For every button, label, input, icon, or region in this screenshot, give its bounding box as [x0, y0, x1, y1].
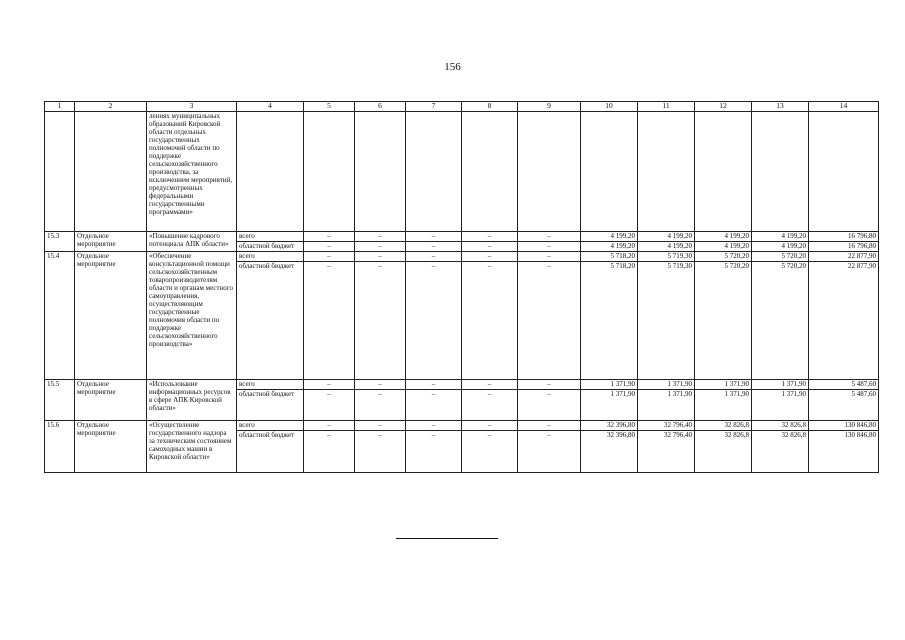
- total-label: всего: [237, 380, 304, 390]
- page-number: 156: [444, 61, 461, 73]
- column-header: 5: [304, 102, 355, 112]
- table-row: 15.5 Отдельное мероприятие «Использование информационных ресурсов в сфере АПК Кировской области» всего – – – – – 1 371,90 1 371,90 1 371,90 1 371,90 5 487,60: [45, 380, 879, 390]
- column-header: 10: [581, 102, 638, 112]
- row-name: «Повышение кадрового потенциала АПК области»: [147, 232, 237, 252]
- column-header: 1: [45, 102, 75, 112]
- table-row: 15.3 Отдельное мероприятие «Повышение кадрового потенциала АПК области» всего – – – – – 4 199,20 4 199,20 4 199,20 4 199,20 16 796,80: [45, 232, 879, 242]
- table-row: областной бюджет – – – – – 4 199,20 4 199,20 4 199,20 4 199,20 16 796,80: [45, 242, 879, 252]
- table-row: областной бюджет – – – – – 5 718,20 5 719,30 5 720,20 5 720,20 22 877,90: [45, 262, 879, 380]
- table-row: областной бюджет – – – – – 1 371,90 1 371,90 1 371,90 1 371,90 5 487,60: [45, 390, 879, 421]
- column-header: 9: [518, 102, 581, 112]
- row-name: «Использование информационных ресурсов в сфере АПК Кировской области»: [147, 380, 237, 421]
- column-number-row: [45, 102, 879, 112]
- row-number: 15.5: [45, 380, 75, 421]
- row-number: 15.3: [45, 232, 75, 252]
- column-header: 3: [147, 102, 237, 112]
- total-label: всего: [237, 421, 304, 431]
- row-type: Отдельное мероприятие: [75, 232, 147, 252]
- column-header: 2: [75, 102, 147, 112]
- row-number: 15.6: [45, 421, 75, 473]
- table-row: 15.6 Отдельное мероприятие «Осуществление государственного надзора за техническим состоянием самоходных машин в Кировской области» всего – – – – – 32 396,80 32 796,40 32 826,8 32 826,8 130 846,80: [45, 421, 879, 431]
- column-header: 8: [462, 102, 518, 112]
- row-type: Отдельное мероприятие: [75, 421, 147, 473]
- column-header: 4: [237, 102, 304, 112]
- column-header: 14: [809, 102, 879, 112]
- continuation-text: лениях муниципальных образований Кировской области отдельных государственных полномочий области по поддержке сельскохозяйственного производства, за исключением мероприятий, предусмотренных федеральными государственными программами»: [147, 112, 237, 232]
- source-label: областной бюджет: [237, 242, 304, 252]
- column-header: 12: [695, 102, 752, 112]
- table-row: областной бюджет – – – – – 32 396,80 32 796,40 32 826,8 32 826,8 130 846,80: [45, 431, 879, 473]
- source-label: областной бюджет: [237, 431, 304, 473]
- footer-divider: [396, 538, 498, 539]
- row-type: Отдельное мероприятие: [75, 380, 147, 421]
- column-header: 13: [752, 102, 809, 112]
- row-name: «Обеспечение консультационной помощи сельскохозяйственным товаропроизводителям области и органам местного самоуправления, осуществляющим государственные полномочия области по поддержке сельскохозяйственного производства»: [147, 252, 237, 380]
- source-label: областной бюджет: [237, 262, 304, 380]
- budget-table: [44, 101, 879, 473]
- continuation-row: [45, 112, 879, 232]
- table-row: 15.4 Отдельное мероприятие «Обеспечение консультационной помощи сельскохозяйственным товаропроизводителям области и органам местного самоуправления, осуществляющим государственные полномочия области по поддержке сельскохозяйственного производства» всего – – – – – 5 718,20 5 719,30 5 720,20 5 720,20 22 877,90: [45, 252, 879, 262]
- source-label: областной бюджет: [237, 390, 304, 421]
- row-number: 15.4: [45, 252, 75, 380]
- total-label: всего: [237, 252, 304, 262]
- row-type: Отдельное мероприятие: [75, 252, 147, 380]
- column-header: 11: [638, 102, 695, 112]
- column-header: 7: [406, 102, 462, 112]
- column-header: 6: [355, 102, 406, 112]
- row-name: «Осуществление государственного надзора за техническим состоянием самоходных машин в Кировской области»: [147, 421, 237, 473]
- total-label: всего: [237, 232, 304, 242]
